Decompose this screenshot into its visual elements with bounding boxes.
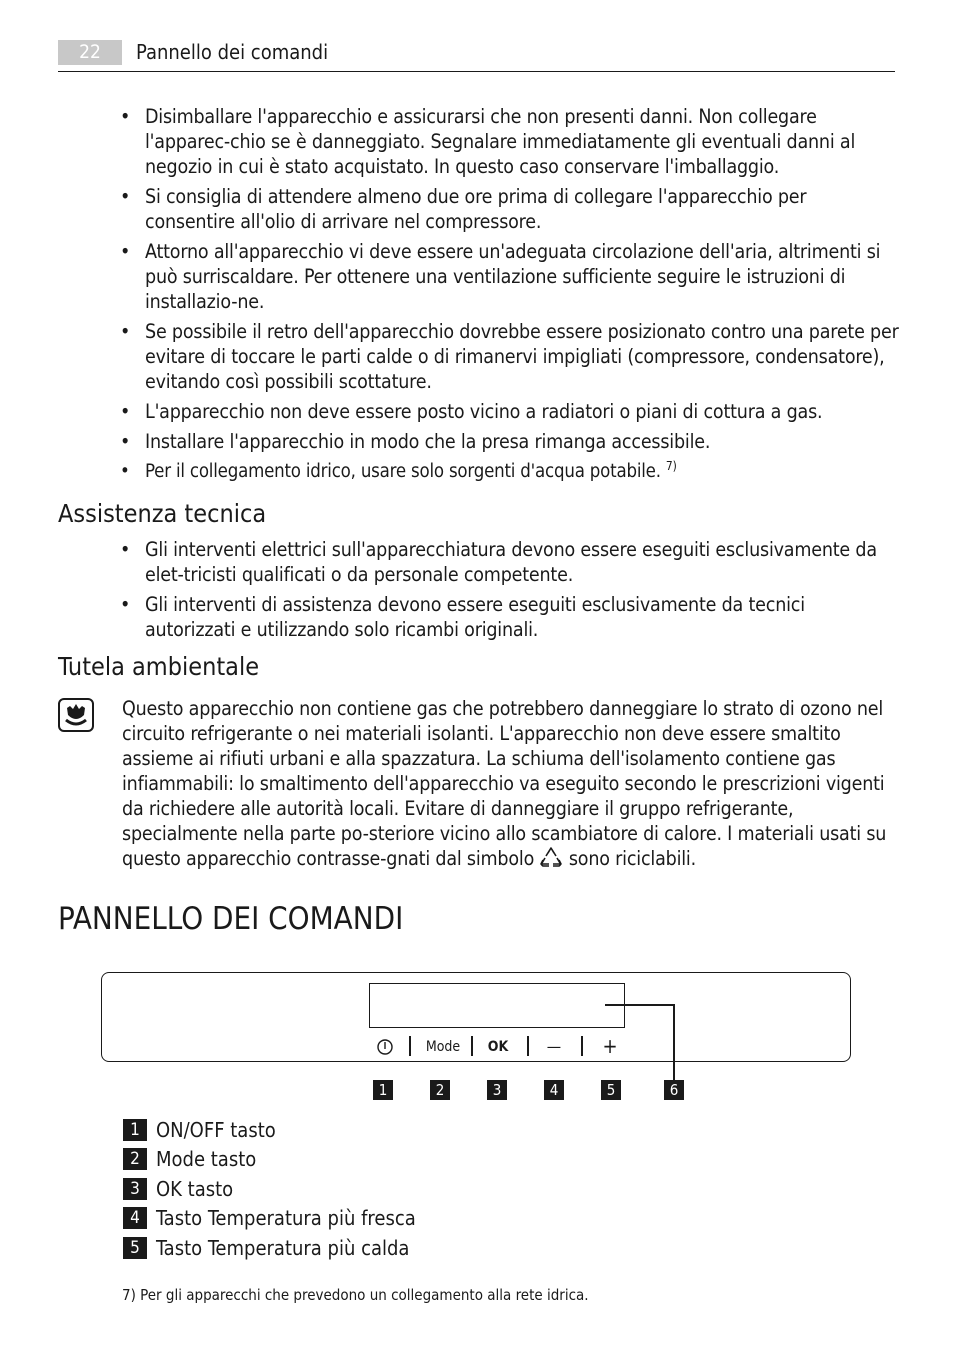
list-item: • L'apparecchio non deve essere posto vicino a radiatori o piani di cottura a gas. (120, 399, 900, 424)
list-item: • Disimballare l'apparecchio e assicurarsi che non presenti danni. Non collegare l'apparec-chio se è danneggiato. Segnalare immediatamente gli eventuali danni al negozio in cui è stato acquistato. In questo caso conservare l'imballaggio. (120, 104, 900, 179)
callout-5: 5 (601, 1080, 621, 1100)
mode-button[interactable]: Mode (425, 1039, 461, 1055)
legend-item (123, 1115, 416, 1145)
footnote-ref: 7) (665, 458, 677, 473)
legend-number: 1 (123, 1119, 147, 1141)
callout-4: 4 (544, 1080, 564, 1100)
plus-button[interactable]: + (602, 1034, 618, 1058)
pannello-heading: PANNELLO DEI COMANDI (58, 901, 404, 937)
button-separator (581, 1036, 583, 1056)
leader-line-6 (605, 1004, 674, 1006)
legend-number: 4 (123, 1207, 147, 1229)
button-separator (471, 1036, 473, 1056)
environment-text (122, 696, 897, 871)
callout-3: 3 (487, 1080, 507, 1100)
legend-label: Tasto Temperatura più calda (156, 1235, 410, 1260)
callout-1: 1 (373, 1080, 393, 1100)
environment-text-end: sono riciclabili. (568, 847, 696, 870)
power-icon (376, 1038, 394, 1056)
list-item: • Si consiglia di attendere almeno due ore prima di collegare l'apparecchio per consentire all'olio di arrivare nel compressore. (120, 184, 900, 234)
list-item (120, 459, 900, 484)
callout-2: 2 (430, 1080, 450, 1100)
button-separator (527, 1036, 529, 1056)
environment-text-body: Questo apparecchio non contiene gas che potrebbero danneggiare lo strato di ozono nel circuito refrigerante o nei materiali isolanti. L'apparecchio non deve essere smaltito assieme ai rifiuti urbani e alla spazzatura. La schiuma dell'isolamento contiene gas infiammabili: lo smaltimento dell'apparecchio va eseguito secondo le prescrizioni vigenti da richiedere alle autorità locali. Evitare di danneggiare il gruppo refrigerante, specialmente nella parte po-steriore vicino allo scambiatore di calore. I materiali usati su questo apparecchio contrasse-gnati dal simbolo (122, 697, 887, 870)
ok-button[interactable]: OK (487, 1039, 509, 1055)
page-header (58, 40, 895, 72)
installation-bullet-list (120, 104, 900, 489)
list-item: • Attorno all'apparecchio vi deve essere un'adeguata circolazione dell'aria, altrimenti si può surriscaldare. Per ottenere una ventilazione sufficiente seguire le istruzioni di installazio-ne. (120, 239, 900, 314)
list-item: • Gli interventi elettrici sull'apparecchiatura devono essere eseguiti esclusivamente da elet-tricisti qualificati o da personale competente. (120, 537, 900, 587)
legend-item (123, 1145, 416, 1175)
legend-number: 2 (123, 1148, 147, 1170)
panel-display (369, 983, 625, 1028)
legend-number: 5 (123, 1237, 147, 1259)
environment-icon (58, 698, 94, 732)
footnote: 7) Per gli apparecchi che prevedono un collegamento alla rete idrica. (122, 1286, 589, 1304)
page-number: 22 (58, 40, 122, 65)
panel-legend (123, 1115, 416, 1263)
legend-label: ON/OFF tasto (156, 1117, 276, 1142)
legend-number: 3 (123, 1178, 147, 1200)
legend-item (123, 1204, 416, 1234)
legend-label: Mode tasto (156, 1147, 257, 1172)
button-separator (409, 1036, 411, 1056)
water-bullet-text: Per il collegamento idrico, usare solo sorgenti d'acqua potabile. (145, 461, 661, 482)
legend-label: OK tasto (156, 1176, 234, 1201)
list-item: • Gli interventi di assistenza devono essere eseguiti esclusivamente da tecnici autorizzati e utilizzando solo ricambi originali. (120, 592, 900, 642)
callout-6: 6 (664, 1080, 684, 1100)
tutela-heading: Tutela ambientale (58, 652, 260, 681)
leader-line-6-vertical (673, 1004, 675, 1080)
minus-button[interactable]: — (546, 1037, 562, 1056)
power-button[interactable] (373, 1038, 397, 1061)
legend-item (123, 1233, 416, 1263)
assistenza-heading: Assistenza tecnica (58, 499, 267, 528)
recycle-icon (539, 846, 563, 868)
running-section-title: Pannello dei comandi (136, 40, 329, 64)
list-item: • Se possibile il retro dell'apparecchio dovrebbe essere posizionato contro una parete per evitare di toccare le parti calde o di rimanervi impigliati (compressore, condensatore), evitando così possibili scottature. (120, 319, 900, 394)
legend-label: Tasto Temperatura più fresca (156, 1206, 416, 1231)
list-item: • Installare l'apparecchio in modo che la presa rimanga accessibile. (120, 429, 900, 454)
assistenza-bullet-list (120, 537, 900, 647)
legend-item (123, 1174, 416, 1204)
